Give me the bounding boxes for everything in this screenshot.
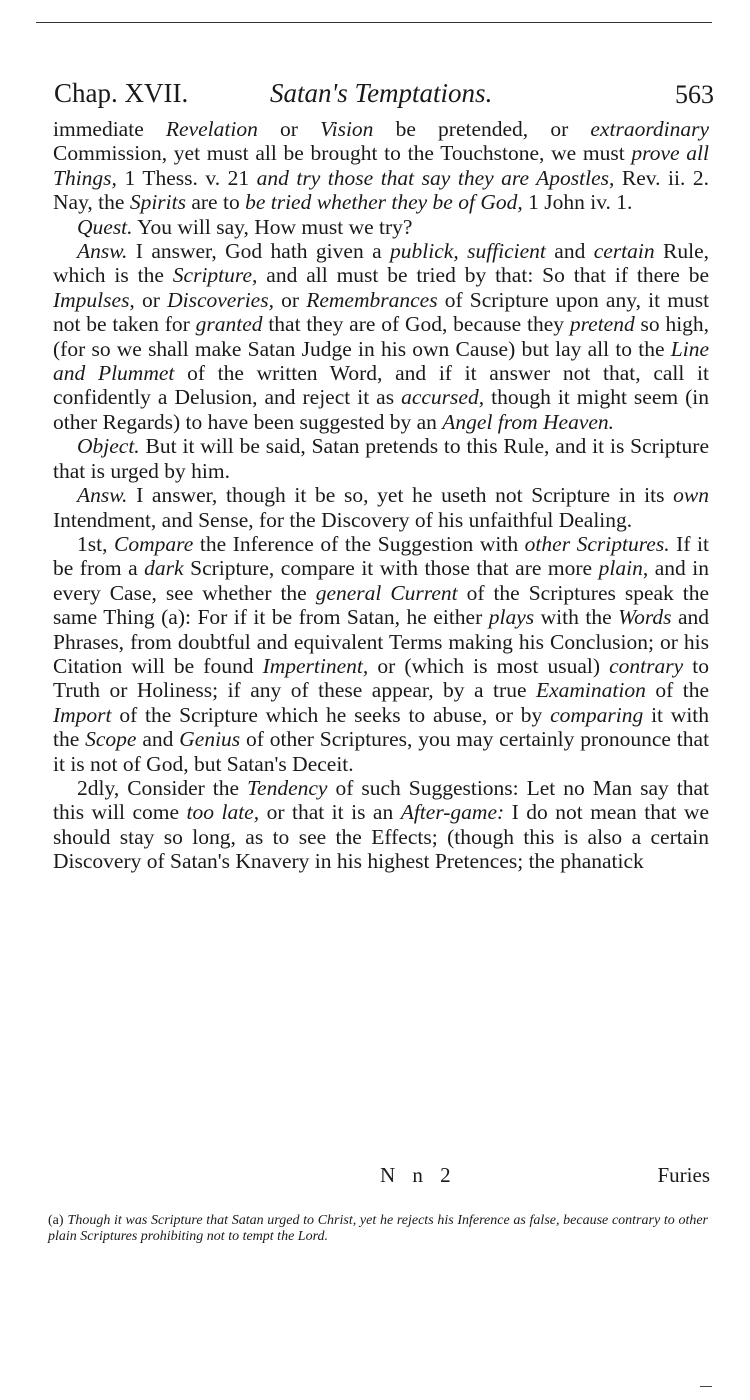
- running-title: Satan's Temptations.: [270, 78, 493, 108]
- footnote-marker: (a): [48, 1213, 64, 1228]
- chapter-heading: Chap. XVII.: [54, 78, 189, 108]
- running-header: [54, 78, 714, 118]
- footnote-text: Though it was Scripture that Satan urged to Christ, yet he rejects his Inference as false, because contrary to other plain Scriptures prohibiting not to tempt the Lord.: [48, 1213, 708, 1244]
- paragraph-question: Quest. You will say, How must we try?: [77, 214, 413, 239]
- page-number: 563: [675, 80, 714, 109]
- page-footer: [380, 1163, 710, 1189]
- paragraph-answer-2: Answ. I answer, though it be so, yet he useth not Scripture in its own Intendment, and Sense, for the Discovery of his unfaithful Dealing.: [53, 483, 710, 532]
- catchword: Furies: [657, 1163, 710, 1187]
- paragraph-first-point: 1st, Compare the Inference of the Suggestion with other Scriptures. If it be from a dark Scripture, compare it with those that are more plain, and in every Case, see whether the general Current of the Scriptures speak the same Thing (a): For if it be from Satan, he either plays with the Words and Phrases, from doubtful and equivalent Terms making his Conclusion; or his Citation will be found Impertinent, or (which is most usual) contrary to Truth or Holiness; if any of these appear, by a true Examination of the Import of the Scripture which he seeks to abuse, or by comparing it with the Scope and Genius of other Scriptures, you may certainly pronounce that it is not of God, but Satan's Deceit.: [53, 531, 710, 776]
- paragraph-second-point: 2dly, Consider the Tendency of such Suggestions: Let no Man say that this will come too late, or that it is an After-game: I do not mean that we should stay so long, as to see the Effects; (though this is also a certain Discovery of Satan's Knavery in his highest Pretences; the phanatick: [53, 775, 710, 874]
- signature-mark: N n 2: [380, 1163, 457, 1187]
- page-body: [53, 117, 709, 874]
- edge-dash: [700, 1386, 712, 1387]
- top-rule: [36, 22, 712, 23]
- footnote: [48, 1213, 708, 1244]
- paragraph-answer-1: Answ. I answer, God hath given a publick, sufficient and certain Rule, which is the Scripture, and all must be tried by that: So that if there be Impulses, or Discoveries, or Remembrances of Scripture upon any, it must not be taken for granted that they are of God, because they pretend so high, (for so we shall make Satan Judge in his own Cause) but lay all to the Line and Plummet of the written Word, and if it answer not that, call it confidently a Delusion, and reject it as accursed, though it might seem (in other Regards) to have been suggested by an Angel from Heaven.: [53, 239, 710, 434]
- paragraph-continuation: immediate Revelation or Vision be pretended, or extraordinary Commission, yet must all be brought to the Touchstone, we must prove all Things, 1 Thess. v. 21 and try those that say they are Apostles, Rev. ii. 2. Nay, the Spirits are to be tried whether they be of God, 1 John iv. 1.: [53, 117, 710, 215]
- paragraph-objection: Object. But it will be said, Satan pretends to this Rule, and it is Scripture that is urged by him.: [53, 434, 709, 483]
